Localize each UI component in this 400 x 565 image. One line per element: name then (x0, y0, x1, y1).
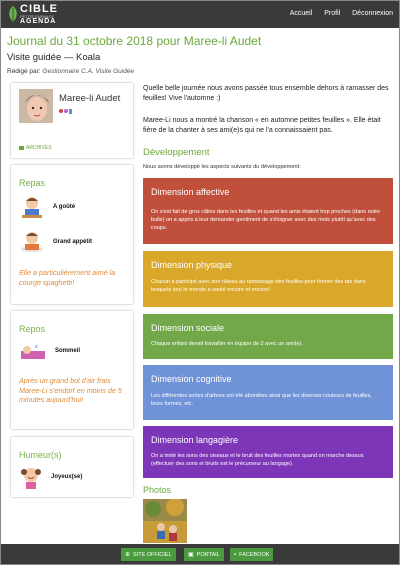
portail-button[interactable] (184, 548, 224, 561)
repas-item-goute (19, 195, 75, 219)
repos-item-label: Sommeil (55, 348, 81, 354)
intro-paragraph-2: Maree-Li nous a montré la chanson « en automne petites feuilles ». Elle était fière de la chanter à ses ami(e)s qui ne l'a connaissaient pas. (143, 117, 381, 134)
humeur-item-label: Joyeux(se) (51, 474, 83, 480)
repos-note: Après un grand bol d'air frais Maree-Li s'endort en moins de 5 minutes aujourd'hui! (19, 376, 122, 405)
dimension-sociale (143, 314, 393, 359)
repas-note: Elle a particulièrement aimé la courge spaghetti! (19, 268, 116, 287)
profile-card (11, 83, 133, 158)
dimension-langagiere (143, 426, 393, 478)
archive-icon (19, 146, 24, 150)
repas-item-appetit (19, 230, 92, 254)
portail-label: PORTAIL (196, 551, 220, 558)
activity-photo[interactable] (143, 499, 187, 543)
footer-bar (1, 544, 399, 564)
dimension-title: Dimension cognitive (151, 374, 232, 384)
archives-link[interactable] (19, 145, 52, 151)
logo-text-cible: CIBLE (20, 3, 58, 15)
dimension-affective (143, 178, 393, 244)
child-badges (59, 109, 72, 114)
child-big-appetite-icon (19, 230, 45, 254)
top-nav (280, 10, 393, 17)
dimension-cognitive (143, 365, 393, 420)
repas-item-label: A goûté (53, 204, 76, 210)
child-name: Maree-li Audet (59, 93, 121, 104)
dimension-text: Chaque enfant devait travailler en équipe de 2 avec un ami(e). (151, 341, 303, 347)
nav-accueil[interactable]: Accueil (289, 10, 313, 17)
archives-label: ARCHIVES (26, 145, 52, 151)
repas-item-label: Grand appétit (53, 239, 93, 245)
development-subheading: Nous avons développé les aspects suivants du développement: (143, 164, 301, 170)
site-officiel-button[interactable] (121, 548, 176, 561)
author-line (7, 68, 134, 75)
dimension-text: On s'est fait de gros câlins dans les feuilles et quand les amis étaient trop proches (dans notre bulle) on a appris à leur demander gentiment de s'éloigner avec des mots plutôt qu'avec des coups. (151, 209, 381, 231)
repas-heading: Repas (19, 178, 46, 188)
facebook-button[interactable] (230, 548, 273, 561)
dimension-title: Dimension sociale (151, 323, 225, 333)
dimension-title: Dimension langagière (151, 435, 239, 445)
development-heading: Développement (143, 147, 210, 158)
apple-icon (59, 109, 63, 113)
dimension-title: Dimension affective (151, 187, 230, 197)
humeur-card (11, 437, 133, 497)
repos-card (11, 311, 133, 429)
author-label: Rédigé par: (7, 68, 41, 75)
globe-icon: ⊕ (125, 552, 131, 558)
bottle-icon (69, 109, 72, 114)
facebook-icon: ▪ (234, 551, 237, 558)
author-name: Gestionnaire C.A. Visite Guidée (42, 68, 135, 75)
photos-heading: Photos (143, 485, 172, 495)
svg-text:z: z (35, 344, 38, 350)
drop-icon (64, 109, 68, 113)
repos-item-sommeil (19, 341, 80, 361)
repas-card (11, 165, 133, 304)
top-bar (1, 1, 399, 28)
repos-heading: Repos (19, 324, 46, 334)
logo-text-petite-enfance: PETITE ENFANCE (20, 14, 55, 19)
page-title: Journal du 31 octobre 2018 pour Maree-li Audet (7, 34, 262, 48)
autumn-photo-icon (143, 499, 187, 543)
logo-text-agenda: AGENDA (20, 18, 57, 25)
dimension-text: Les différentes sortes d'arbres ont été abordées ainsi que les diverses couleurs de feuilles, leurs formes, etc. (151, 393, 372, 407)
humeur-heading: Humeur(s) (19, 450, 62, 460)
visit-subtitle: Visite guidée — Koala (7, 52, 101, 63)
child-photo-icon (19, 89, 53, 123)
child-sleeping-icon (19, 341, 47, 361)
happy-child-icon (19, 465, 43, 489)
lock-icon: ▣ (188, 552, 194, 558)
child-eating-icon (19, 195, 45, 219)
dimension-text: On a imité les sons des oiseaux et le bruit des feuilles mortes quand on marche dessus (effectuer des sons et bruits est le précurseur au langage). (151, 453, 364, 467)
dimension-physique (143, 251, 393, 307)
nav-profil[interactable]: Profil (324, 10, 341, 17)
dimension-title: Dimension physique (151, 260, 233, 270)
leaf-logo-icon (7, 5, 19, 23)
cible-logo[interactable] (7, 4, 59, 25)
dimension-text: Chacun a participé avec son râteau au ramassage des feuilles pour former des tas dans lesquels tout le monde a sauté encore et encore! (151, 279, 366, 293)
nav-deconnexion[interactable]: Déconnexion (352, 10, 393, 17)
humeur-item-joyeux (19, 465, 82, 489)
facebook-label: FACEBOOK (239, 551, 270, 558)
intro-paragraph-1: Quelle belle journée nous avons passée tous ensemble dehors à ramasser des feuilles! Vive l'automne :) (143, 85, 389, 102)
child-avatar (19, 89, 53, 123)
site-officiel-label: SITE OFFICIEL (133, 551, 172, 558)
